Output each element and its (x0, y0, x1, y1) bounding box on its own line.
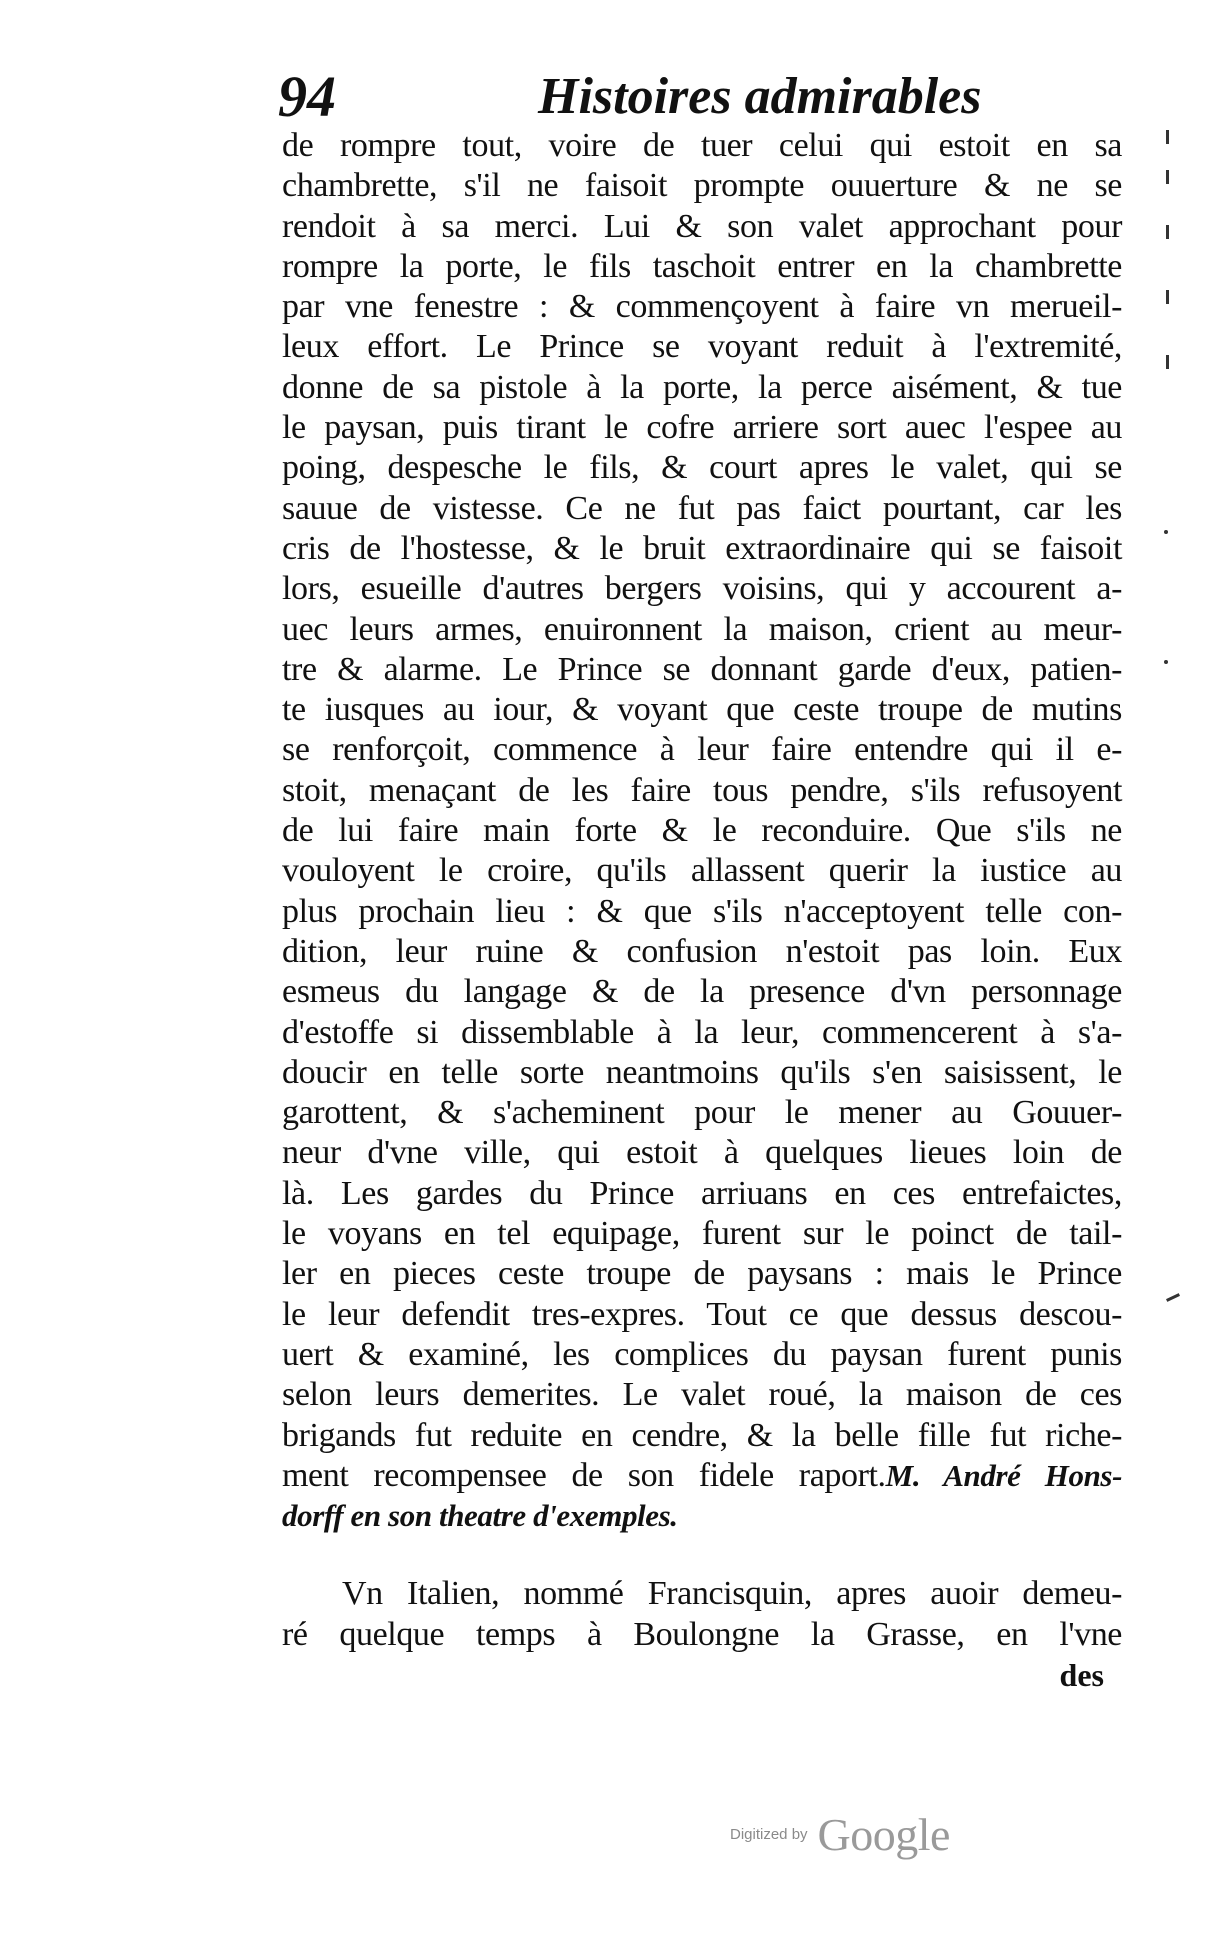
text-line: Vn Italien, nommé Francisquin, apres auoir demeu- (342, 1575, 1122, 1613)
text-line: ler en pieces ceste troupe de paysans : mais le Prince (282, 1255, 1122, 1293)
text-line: par vne fenestre : & commençoyent à faire vn merueil- (282, 288, 1122, 326)
citation-line: dorff en son theatre d'exemples. (282, 1498, 678, 1534)
text-block (282, 126, 1122, 1695)
margin-mark (1164, 530, 1168, 534)
text-line: uec leurs armes, enuironnent la maison, crient au meur- (282, 610, 1122, 648)
text-line: neur d'vne ville, qui estoit à quelques lieues loin de (282, 1134, 1122, 1172)
text-line: te iusques au iour, & voyant que ceste troupe de mutins (282, 691, 1122, 729)
text-line: tre & alarme. Le Prince se donnant garde d'eux, patien- (282, 650, 1122, 688)
text-line: de rompre tout, voire de tuer celui qui estoit en sa (282, 127, 1122, 164)
text-line: cris de l'hostesse, & le bruit extraordinaire qui se faisoit (282, 529, 1122, 567)
catchword: des (1059, 1656, 1104, 1693)
text-line: là. Les gardes du Prince arriuans en ces entrefaictes, (282, 1174, 1122, 1212)
margin-mark (1166, 290, 1169, 304)
text-line: stoit, menaçant de les faire tous pendre, s'ils refusoyent (282, 771, 1122, 809)
google-logo: Google (817, 1809, 950, 1860)
text-line: le paysan, puis tirant le cofre arriere sort auec l'espee au (282, 409, 1122, 447)
text-line: brigands fut reduite en cendre, & la belle fille fut riche- (282, 1416, 1122, 1454)
text-line: doucir en telle sorte neantmoins qu'ils s'en saisissent, le (282, 1053, 1122, 1091)
digitized-by-google (730, 1808, 950, 1868)
text-line: garottent, & s'acheminent pour le mener au Gouuer- (282, 1094, 1122, 1132)
margin-mark (1166, 130, 1169, 144)
text-line: esmeus du langage & de la presence d'vn personnage (282, 973, 1122, 1011)
text-line: poing, despesche le fils, & court apres le valet, qui se (282, 449, 1122, 487)
text-line: ré quelque temps à Boulongne la Grasse, en l'vne (282, 1615, 1122, 1653)
text-line: rendoit à sa merci. Lui & son valet approchant pour (282, 207, 1122, 245)
text-line: selon leurs demerites. Le valet roué, la maison de ces (282, 1376, 1122, 1414)
margin-mark (1164, 660, 1168, 664)
text-line: donne de sa pistole à la porte, la perce aisément, & tue (282, 368, 1122, 406)
page-number: 94 (278, 64, 336, 129)
digitized-label: Digitized by (730, 1826, 808, 1843)
paragraph-1-tail-text: ment recompensee de son fidele raport. (282, 1456, 886, 1494)
text-line: chambrette, s'il ne faisoit prompte ouuerture & ne se (282, 167, 1122, 205)
text-line: rompre la porte, le fils taschoit entrer en la chambrette (282, 247, 1122, 285)
citation: M. André Hons- (885, 1457, 1123, 1493)
text-line: le voyans en tel equipage, furent sur le poinct de tail- (282, 1215, 1122, 1253)
paragraph-gap (282, 1536, 1122, 1574)
text-line: vouloyent le croire, qu'ils allassent querir la iustice au (282, 852, 1122, 890)
text-line: de lui faire main forte & le reconduire. Que s'ils ne (282, 812, 1122, 850)
margin-marks (1160, 130, 1180, 1330)
text-line: uert & examiné, les complices du paysan furent punis (282, 1335, 1122, 1373)
paragraph-1 (282, 126, 1122, 1456)
margin-mark (1166, 1293, 1180, 1302)
text-line: lors, esueille d'autres bergers voisins, qui y accourent a- (282, 570, 1122, 608)
text-line: plus prochain lieu : & que s'ils n'acceptoyent telle con- (282, 892, 1122, 930)
paragraph-2 (282, 1574, 1122, 1655)
text-line (282, 1456, 1122, 1496)
margin-mark (1166, 225, 1169, 239)
text-line: leux effort. Le Prince se voyant reduit à l'extremité, (282, 328, 1122, 366)
text-line: dition, leur ruine & confusion n'estoit pas loin. Eux (282, 932, 1122, 970)
margin-mark (1166, 170, 1169, 184)
text-line: d'estoffe si dissemblable à la leur, commencerent à s'a- (282, 1013, 1122, 1051)
text-line: se renforçoit, commence à leur faire entendre qui il e- (282, 731, 1122, 769)
running-title: Histoires admirables (538, 68, 982, 125)
text-line: le leur defendit tres-expres. Tout ce que dessus descou- (282, 1295, 1122, 1333)
text-line: sauue de vistesse. Ce ne fut pas faict pourtant, car les (282, 489, 1122, 527)
margin-mark (1166, 355, 1169, 369)
